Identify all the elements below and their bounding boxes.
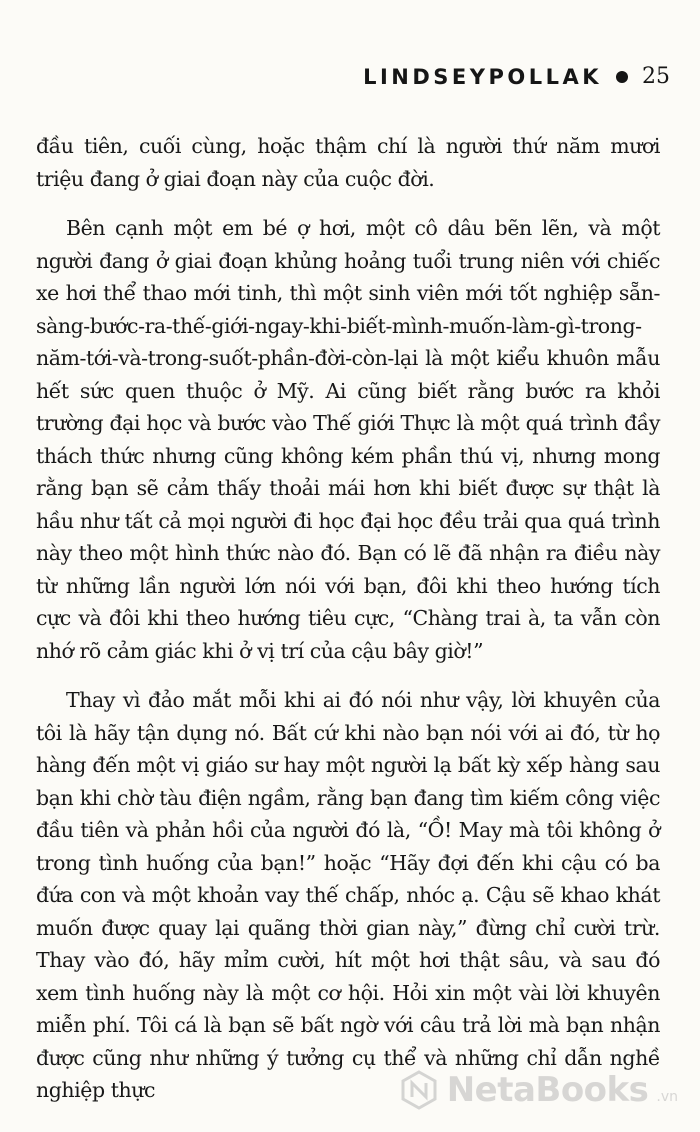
bullet-separator bbox=[616, 71, 628, 83]
page-number: 25 bbox=[642, 64, 670, 89]
author-name: LINDSEYPOLLAK bbox=[363, 64, 602, 89]
paragraph: Thay vì đảo mắt mỗi khi ai đó nói như vậy, lời khuyên của tôi là hãy tận dụng nó. Bất cứ khi nào bạn nói với ai đó, từ họ hàng đến một vị giáo sư hay một người lạ bất kỳ xếp hàng sau bạn khi chờ tàu điện ngầm, rằng bạn đang tìm kiếm công việc đầu tiên và phản hồi của người đó là, “Ồ! May mà tôi không ở trong tình huống của bạn!” hoặc “Hãy đợi đến khi cậu có ba đứa con và một khoản vay thế chấp, nhóc ạ. Cậu sẽ khao khát muốn được quay lại quãng thời gian này,” đừng chỉ cười trừ. Thay vào đó, hãy mỉm cười, hít một hơi thật sâu, và sau đó xem tình huống này là một cơ hội. Hỏi xin một vài lời khuyên miễn phí. Tôi cá là bạn sẽ bất ngờ với câu trả lời mà bạn nhận được cũng như những ý tưởng cụ thể và những chỉ dẫn nghề nghiệp thực bbox=[36, 688, 660, 1102]
watermark-suffix: .vn bbox=[656, 1089, 678, 1105]
watermark bbox=[399, 1070, 678, 1110]
watermark-brand: NetaBooks bbox=[446, 1070, 649, 1110]
netabooks-logo-icon bbox=[399, 1070, 439, 1110]
body-text bbox=[36, 130, 660, 1107]
running-header bbox=[363, 64, 670, 89]
paragraph: Bên cạnh một em bé ợ hơi, một cô dâu bẽn lẽn, và một người đang ở giai đoạn khủng hoảng tuổi trung niên với chiếc xe hơi thể thao mới tinh, thì một sinh viên mới tốt nghiệp sẵn-sàng-bước-ra-thế-giới-ngay-khi-biết-mình-muốn-làm-gì-trong-năm-tới-và-trong-suốt-phần-đời-còn-lại là một kiểu khuôn mẫu hết sức quen thuộc ở Mỹ. Ai cũng biết rằng bước ra khỏi trường đại học và bước vào Thế giới Thực là một quá trình đầy thách thức nhưng cũng không kém phần thú vị, nhưng mong rằng bạn sẽ cảm thấy thoải mái hơn khi biết được sự thật là hầu như tất cả mọi người đi học đại học đều trải qua quá trình này theo một hình thức nào đó. Bạn có lẽ đã nhận ra điều này từ những lần người lớn nói với bạn, đôi khi theo hướng tích cực và đôi khi theo hướng tiêu cực, “Chàng trai à, ta vẫn còn nhớ rõ cảm giác khi ở vị trí của cậu bây giờ!” bbox=[36, 216, 660, 663]
paragraph-continuation: đầu tiên, cuối cùng, hoặc thậm chí là người thứ năm mươi triệu đang ở giai đoạn này của cuộc đời. bbox=[36, 134, 660, 191]
